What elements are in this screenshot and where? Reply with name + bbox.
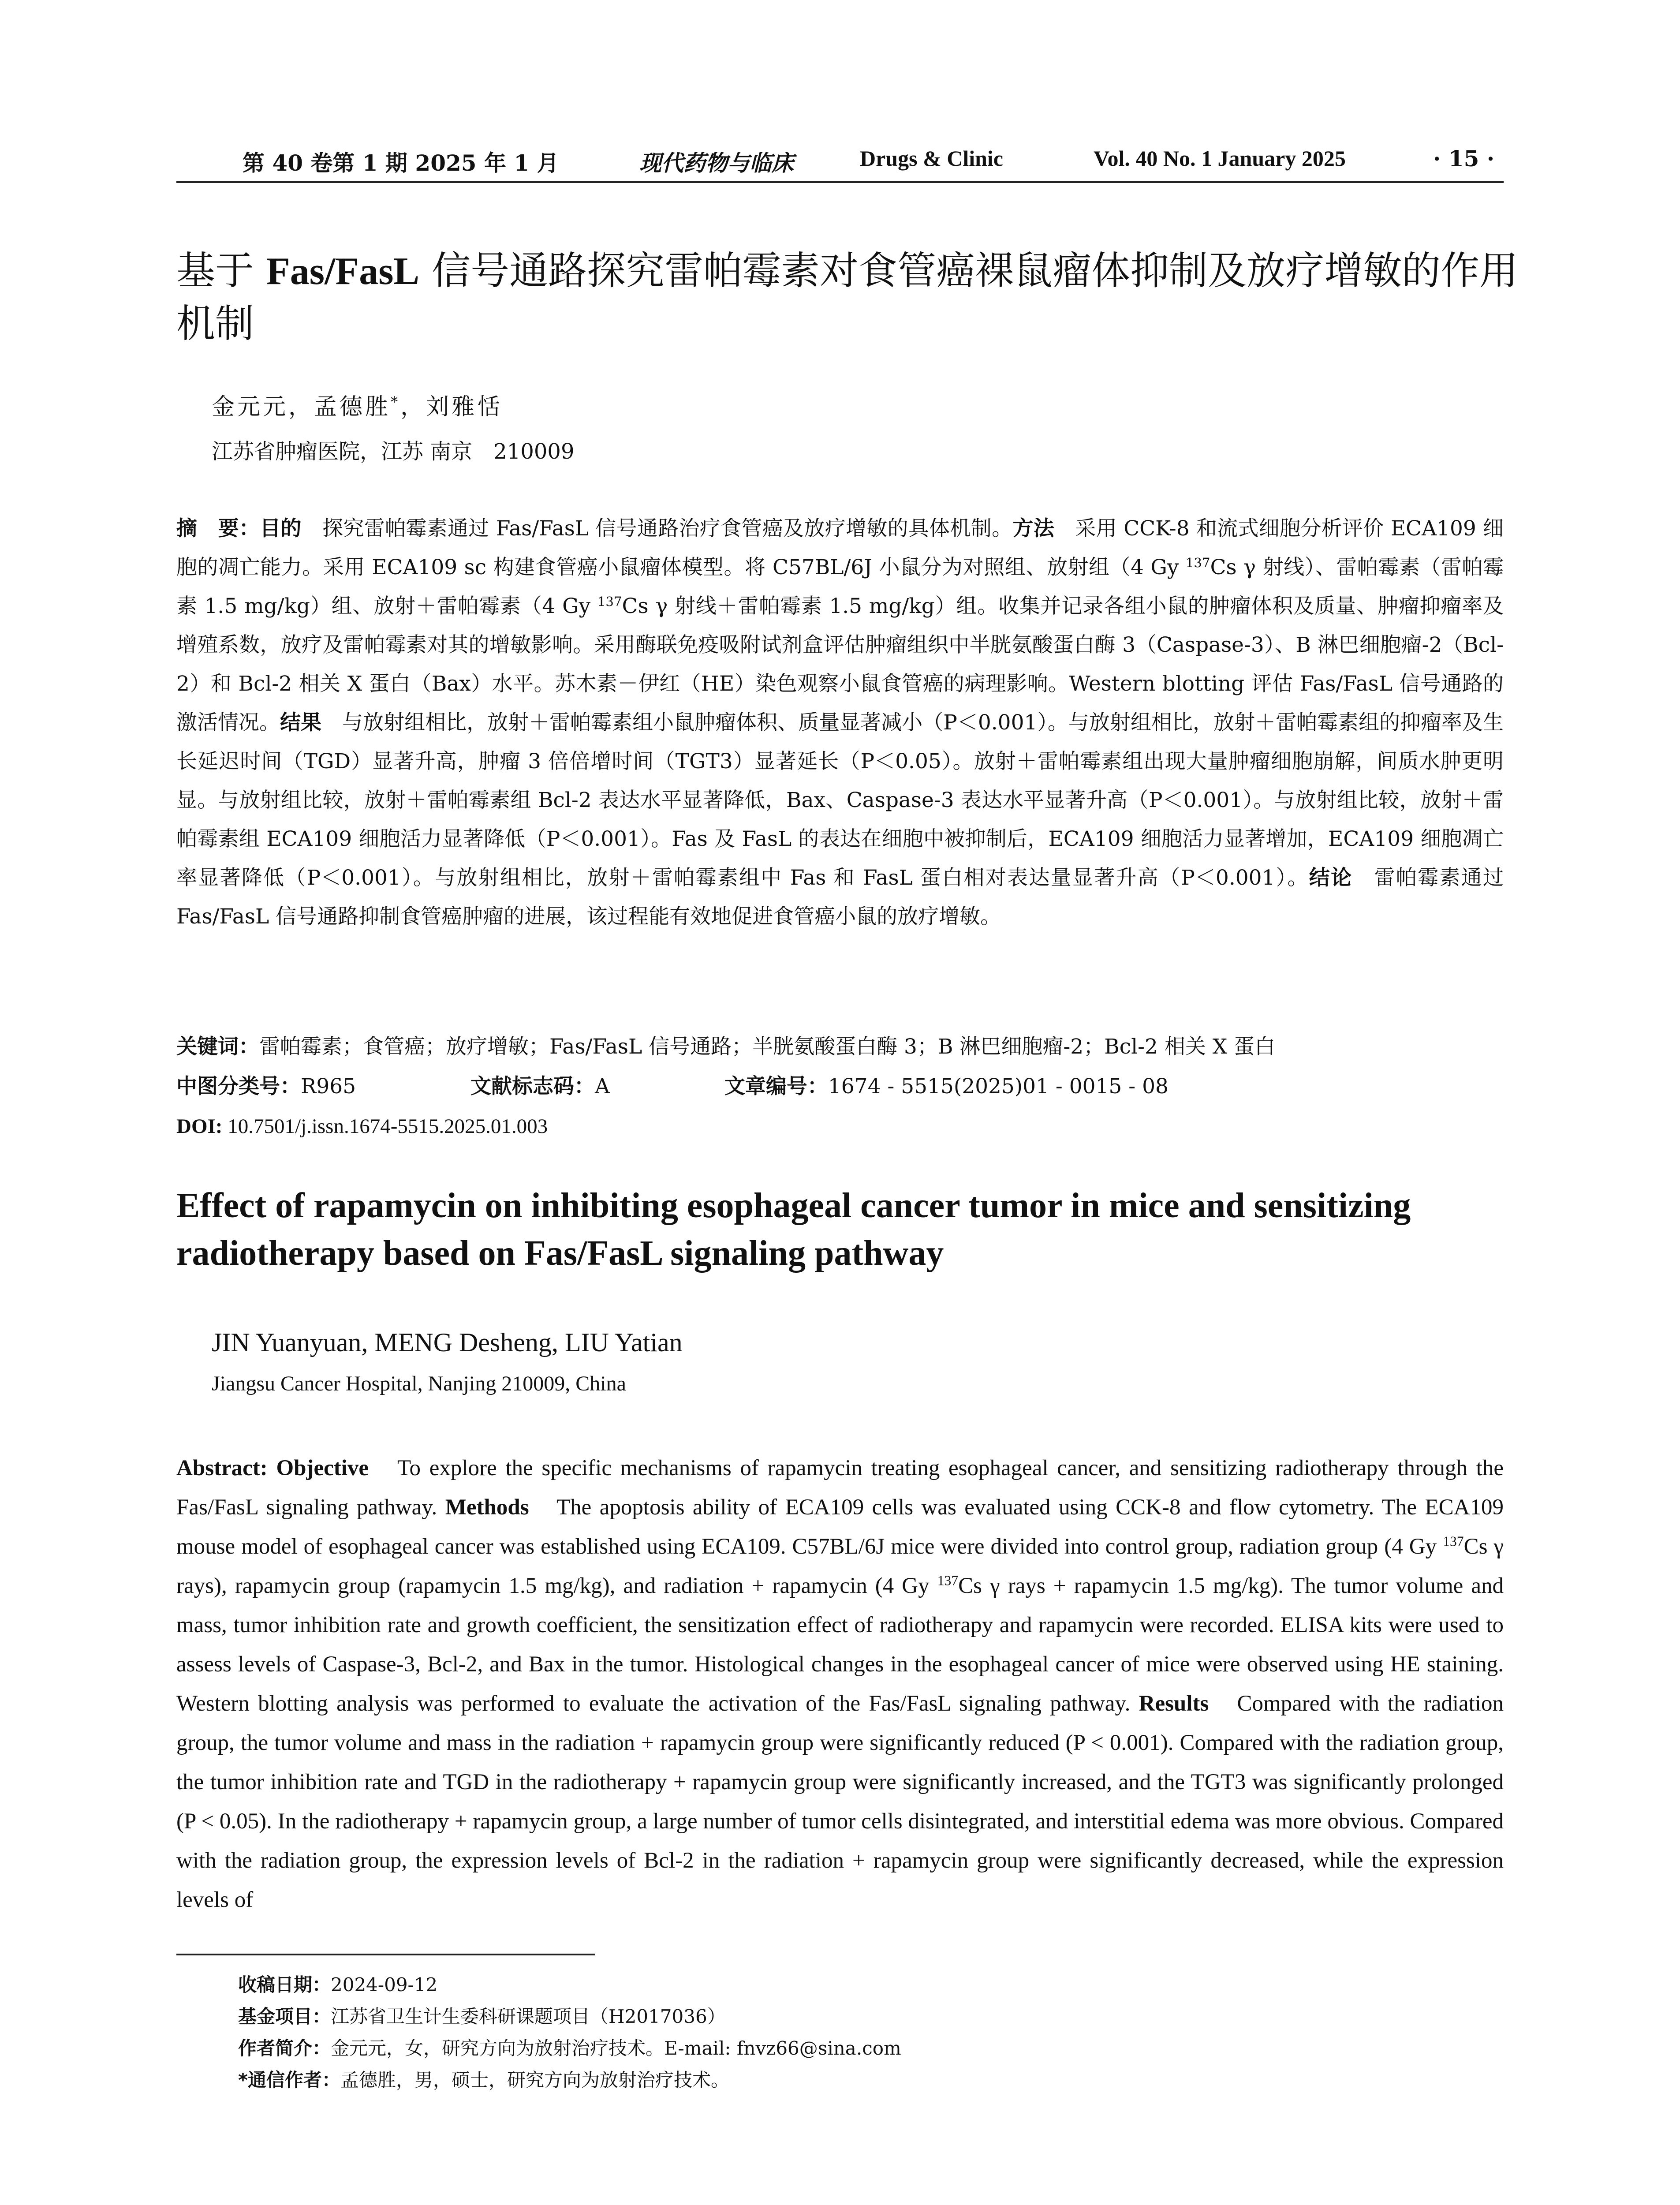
footnote-fund: 基金项目：江苏省卫生计生委科研课题项目（H2017036） — [238, 2006, 726, 2027]
affiliation-cn: 江苏省肿瘤医院，江苏 南京 210009 — [212, 439, 575, 464]
abstract-en: Abstract: Objective To explore the specific mechanisms of rapamycin treating esophageal cancer, and sensitizing radiotherapy through the Fas/FasL signaling pathway. Methods The apoptosis ability of ECA109 cells was evaluated using CCK-8 and flow cytometry. The ECA109 mouse model of esophageal cancer was established using ECA109. C57BL/6J mice were divided into control group, radiation group (4 Gy $^{137}$Cs γ rays), rapamycin group (rapamycin 1.5 mg/kg), and radiation + rapamycin (4 Gy $^{137}$Cs γ rays + rapamycin 1.5 mg/kg). The tumor volume and mass, tumor inhibition rate and growth coefficient, the sensitization effect of radiotherapy and rapamycin were recorded. ELISA kits were used to assess levels of Caspase-3, Bcl-2, and Bax in the tumor. Histological changes in the esophageal cancer of mice were observed using HE staining. Western blotting analysis was performed to evaluate the activation of the Fas/FasL signaling pathway. Results Compared with the radiation group, the tumor volume and mass in the radiation + rapamycin group were significantly reduced (P < 0.001). Compared with the radiation group, the tumor inhibition rate and TGD in the radiotherapy + rapamycin group were significantly increased, and the TGT3 was significantly prolonged (P < 0.05). In the radiotherapy + rapamycin group, a large number of tumor cells disintegrated, and interstitial edema was more obvious. Compared with the radiation group, the expression levels of Bcl-2 in the radiation + rapamycin group were significantly decreased, while the expression levels of — [176, 1456, 1504, 1912]
doi-line: DOI: 10.7501/j.issn.1674-5515.2025.01.003 — [176, 1115, 548, 1138]
title-cn: 基于 Fas/FasL 信号通路探究雷帕霉素对食管癌裸鼠瘤体抑制及放疗增敏的作用机制 — [176, 248, 1519, 346]
header-issue-cn: 第 40 卷第 1 期 2025 年 1 月 — [243, 150, 559, 176]
authors-en: JIN Yuanyuan, MENG Desheng, LIU Yatian — [212, 1328, 683, 1357]
corresponding-mark: * — [391, 393, 401, 411]
title-cn-term: Fas/FasL — [266, 250, 420, 293]
header-issue-en: Vol. 40 No. 1 January 2025 — [1094, 146, 1346, 171]
abstract-cn: 摘 要：目的 探究雷帕霉素通过 Fas/FasL 信号通路治疗食管癌及放疗增敏的具体机制。方法 采用 CCK-8 和流式细胞分析评价 ECA109 细胞的凋亡能力。采用 ECA109 sc 构建食管癌小鼠瘤体模型。将 C57BL/6J 小鼠分为对照组、放射组（4 Gy $^{137}$Cs γ 射线）、雷帕霉素（雷帕霉素 1.5 mg/kg）组、放射＋雷帕霉素（4 Gy $^{137}$Cs γ 射线＋雷帕霉素 1.5 mg/kg）组。收集并记录各组小鼠的肿瘤体积及质量、肿瘤抑瘤率及增殖系数，放疗及雷帕霉素对其的增敏影响。采用酶联免疫吸附试剂盒评估肿瘤组织中半胱氨酸蛋白酶 3（Caspase-3）、B 淋巴细胞瘤-2（Bcl-2）和 Bcl-2 相关 X 蛋白（Bax）水平。苏木素－伊红（HE）染色观察小鼠食管癌的病理影响。Western blotting 评估 Fas/FasL 信号通路的激活情况。结果 与放射组相比，放射＋雷帕霉素组小鼠肿瘤体积、质量显著减小（P＜0.001）。与放射组相比，放射＋雷帕霉素组的抑瘤率及生长延迟时间（TGD）显著升高，肿瘤 3 倍倍增时间（TGT3）显著延长（P＜0.05）。放射＋雷帕霉素组出现大量肿瘤细胞崩解，间质水肿更明显。与放射组比较，放射＋雷帕霉素组 Bcl-2 表达水平显著降低，Bax、Caspase-3 表达水平显著升高（P＜0.001）。与放射组比较，放射＋雷帕霉素组 ECA109 细胞活力显著降低（P＜0.001）。Fas 及 FasL 的表达在细胞中被抑制后，ECA109 细胞活力显著增加，ECA109 细胞凋亡率显著降低（P＜0.001）。与放射组相比，放射＋雷帕霉素组中 Fas 和 FasL 蛋白相对表达量显著升高（P＜0.001）。结论 雷帕霉素通过 Fas/FasL 信号通路抑制食管癌肿瘤的进展，该过程能有效地促进食管癌小鼠的放疗增敏。 — [176, 516, 1504, 929]
header-journal-cn: 现代药物与临床 — [639, 150, 794, 176]
footnote-divider — [176, 1954, 595, 1955]
footnote-corresponding: *通信作者：孟德胜，男，硕士，研究方向为放射治疗技术。 — [238, 2069, 729, 2091]
classification-line: 中图分类号：R965 文献标志码：A 文章编号：1674 - 5515(2025)01 - 0015 - 08 — [176, 1074, 1169, 1099]
running-header — [176, 141, 1504, 183]
page-number: · 15 · — [1433, 146, 1495, 172]
abstract-cn-label: 摘 要： — [176, 516, 260, 541]
footnotes — [238, 1969, 901, 2096]
title-en: Effect of rapamycin on inhibiting esophageal cancer tumor in mice and sensitizing radiotherapy based on Fas/FasL signaling pathway — [176, 1186, 1411, 1273]
keywords-cn: 关键词：雷帕霉素；食管癌；放疗增敏；Fas/FasL 信号通路；半胱氨酸蛋白酶 3；B 淋巴细胞瘤-2；Bcl-2 相关 X 蛋白 — [176, 1035, 1276, 1059]
authors-cn: 金元元，孟德胜*，刘雅恬 — [212, 393, 503, 420]
footnote-received: 收稿日期：2024-09-12 — [238, 1974, 438, 1996]
affiliation-en: Jiangsu Cancer Hospital, Nanjing 210009, China — [212, 1372, 626, 1395]
footnote-author-bio: 作者简介：金元元，女，研究方向为放射治疗技术。E-mail: fnvz66@sina.com — [238, 2037, 901, 2059]
abstract-en-label: Abstract: Objective — [176, 1456, 369, 1480]
header-journal-en: Drugs & Clinic — [860, 146, 1003, 171]
